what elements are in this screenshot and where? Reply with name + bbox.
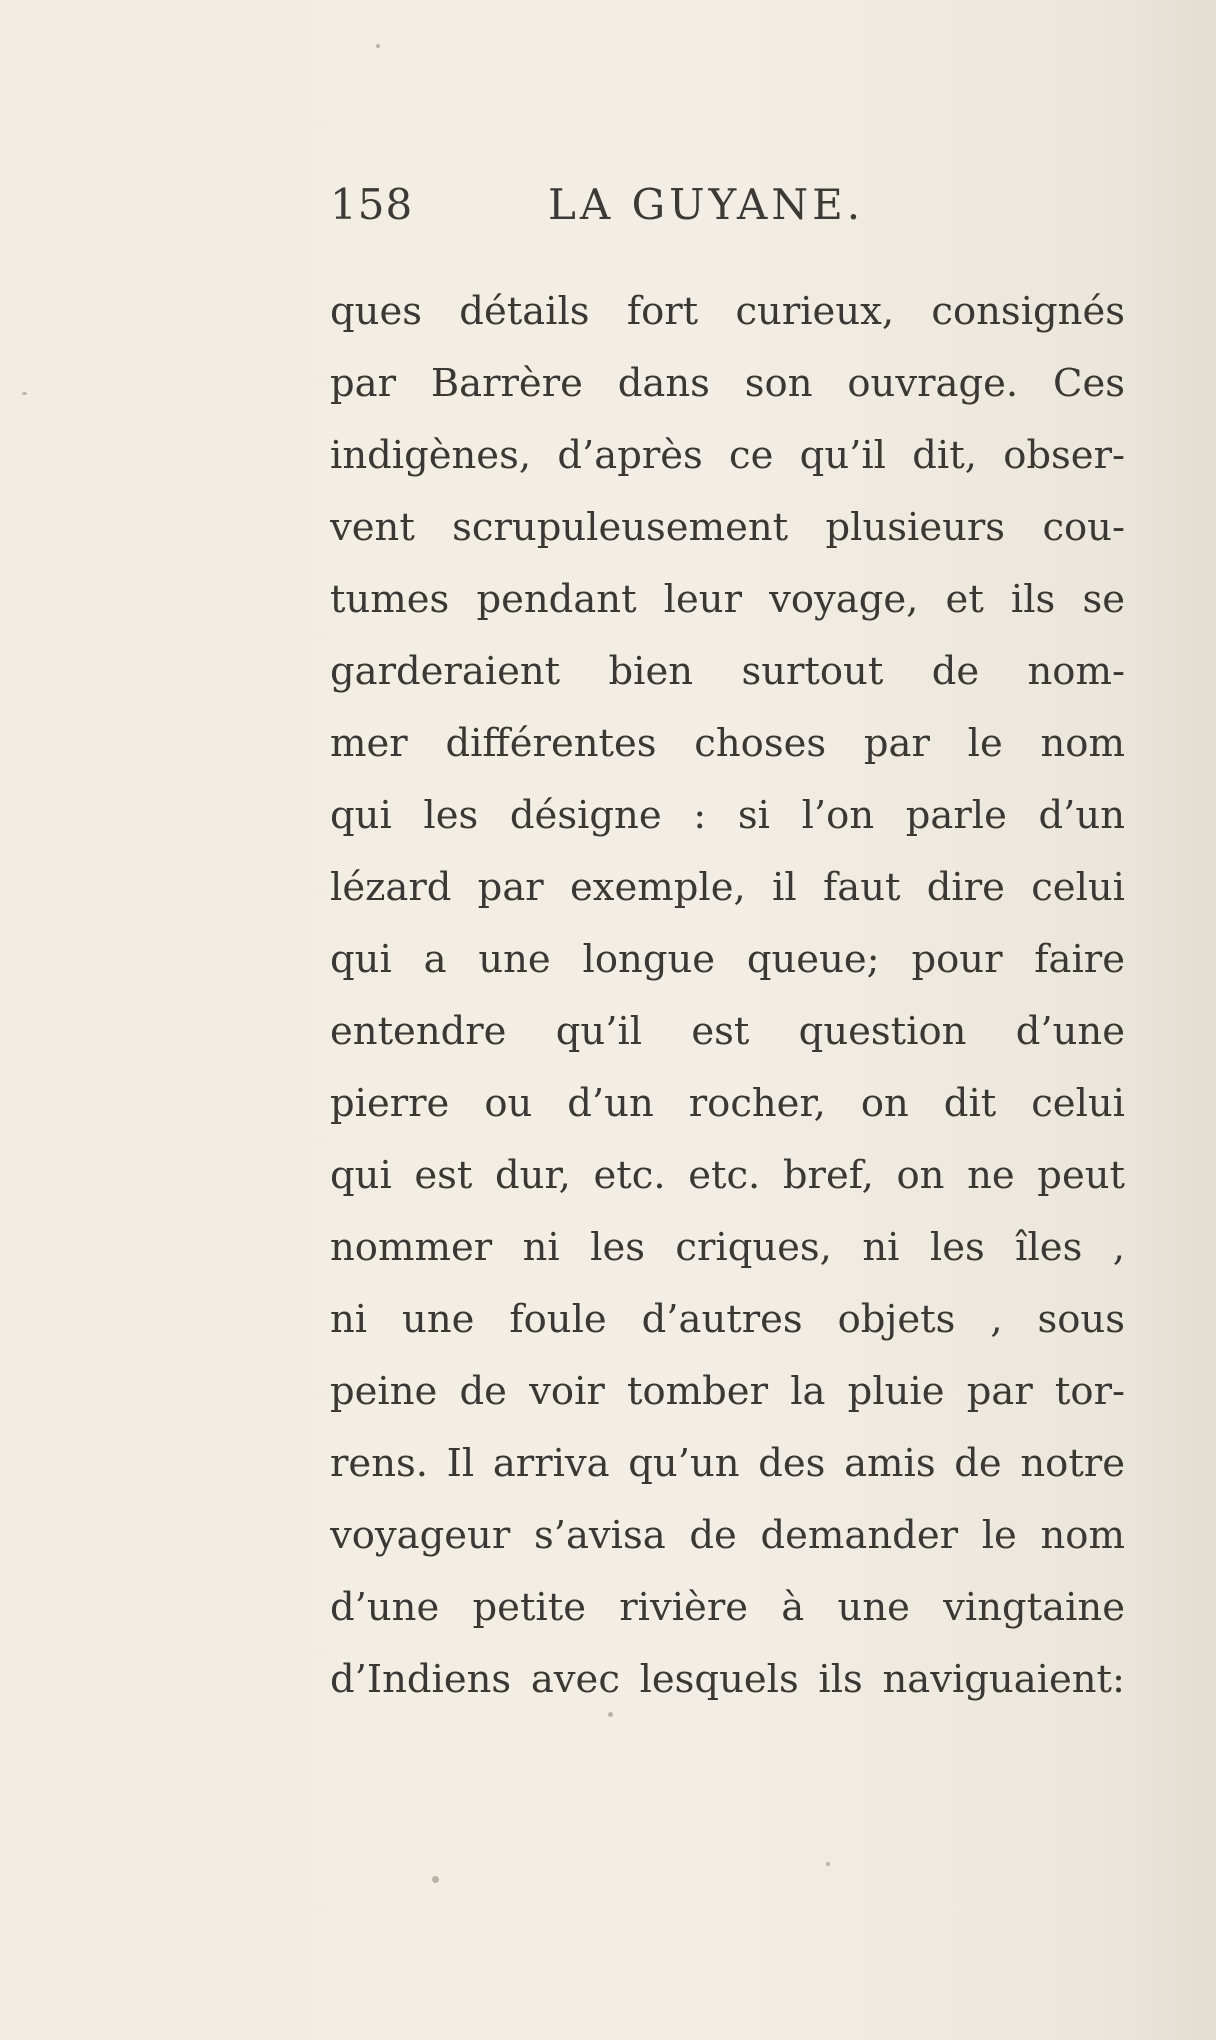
text-line: peine de voir tomber la pluie par tor- xyxy=(330,1369,1125,1414)
text-line: d’Indiens avec lesquels ils naviguaient: xyxy=(330,1657,1125,1702)
running-head: LA GUYANE. xyxy=(548,180,865,229)
page-number: 158 xyxy=(330,180,414,229)
text-line: ni une foule d’autres objets , sous xyxy=(330,1297,1125,1342)
text-line: rens. Il arriva qu’un des amis de notre xyxy=(330,1441,1125,1486)
text-line: tumes pendant leur voyage, et ils se xyxy=(330,577,1125,622)
text-line: ques détails fort curieux, consignés xyxy=(330,289,1125,334)
text-line: lézard par exemple, il faut dire celui xyxy=(330,865,1125,910)
paper-speck xyxy=(22,392,27,395)
text-line: voyageur s’avisa de demander le nom xyxy=(330,1513,1125,1558)
text-line: par Barrère dans son ouvrage. Ces xyxy=(330,361,1125,406)
text-line: vent scrupuleusement plusieurs cou- xyxy=(330,505,1125,550)
text-line: qui les désigne : si l’on parle d’un xyxy=(330,793,1125,838)
text-line: d’une petite rivière à une vingtaine xyxy=(330,1585,1125,1630)
text-line: indigènes, d’après ce qu’il dit, obser- xyxy=(330,433,1125,478)
paper-speck xyxy=(608,1712,613,1717)
text-line: qui est dur, etc. etc. bref, on ne peut xyxy=(330,1153,1125,1198)
text-line: entendre qu’il est question d’une xyxy=(330,1009,1125,1054)
text-line: qui a une longue queue; pour faire xyxy=(330,937,1125,982)
paper-speck xyxy=(826,1862,830,1866)
text-line: pierre ou d’un rocher, on dit celui xyxy=(330,1081,1125,1126)
text-line: garderaient bien surtout de nom- xyxy=(330,649,1125,694)
page-header xyxy=(330,180,1130,240)
paper-speck xyxy=(376,44,380,48)
body-text xyxy=(330,276,1125,1716)
paper-speck xyxy=(432,1876,439,1883)
text-line: nommer ni les criques, ni les îles , xyxy=(330,1225,1125,1270)
text-line: mer différentes choses par le nom xyxy=(330,721,1125,766)
